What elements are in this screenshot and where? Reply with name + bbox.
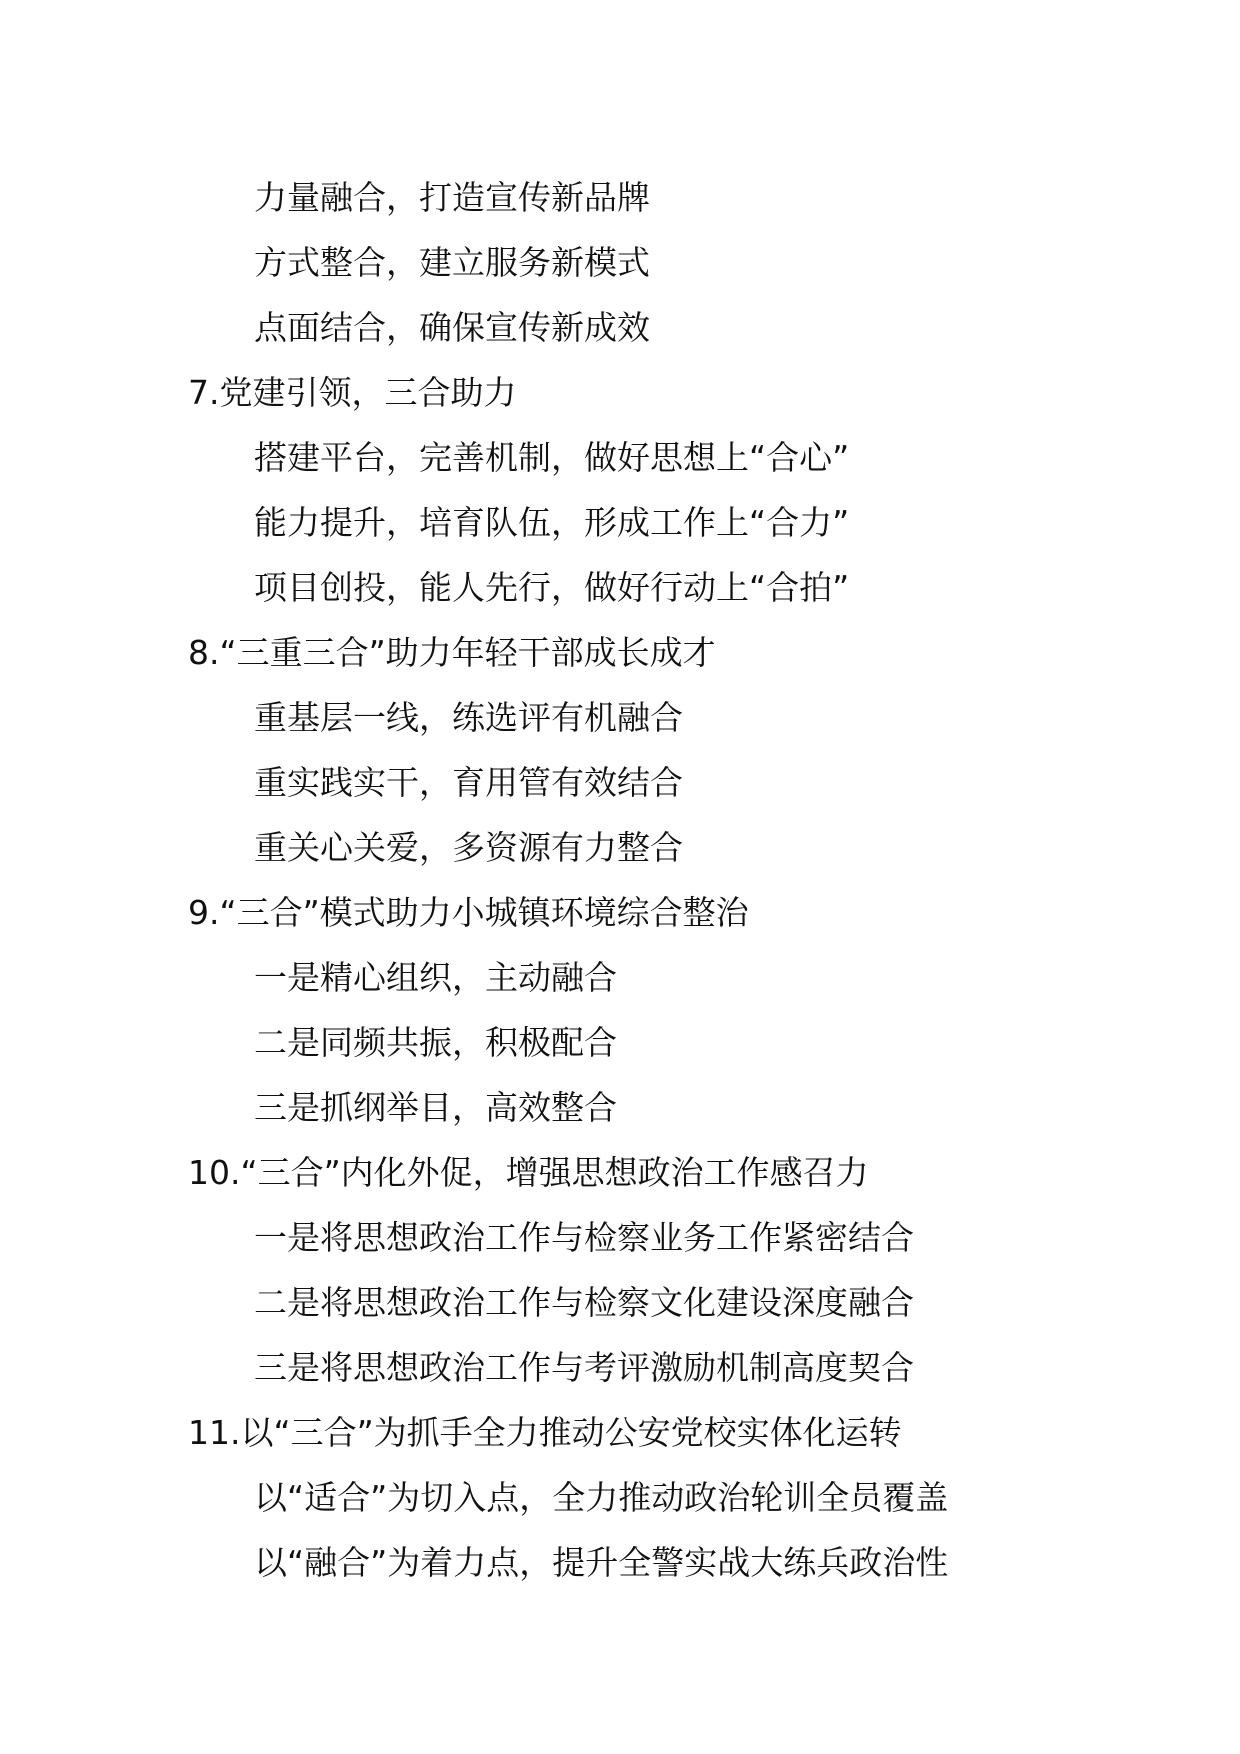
list-item: 以“适合”为切入点，全力推动政治轮训全员覆盖 [254,1478,949,1517]
list-item: 力量融合，打造宣传新品牌 [254,178,650,217]
list-item: 二是同频共振，积极配合 [254,1023,617,1062]
document-body [0,165,1240,1595]
list-item: 二是将思想政治工作与检察文化建设深度融合 [254,1283,914,1322]
list-item: 重实践实干，育用管有效结合 [254,763,683,802]
list-item: 一是精心组织，主动融合 [254,958,617,997]
section-heading: 9.“三合”模式助力小城镇环境综合整治 [188,893,749,932]
list-item: 三是将思想政治工作与考评激励机制高度契合 [254,1348,914,1387]
section-heading: 8.“三重三合”助力年轻干部成长成才 [188,633,716,672]
section-heading: 10.“三合”内化外促，增强思想政治工作感召力 [188,1153,869,1192]
list-item: 一是将思想政治工作与检察业务工作紧密结合 [254,1218,914,1257]
list-item: 项目创投，能人先行，做好行动上“合拍” [254,568,850,607]
list-item: 方式整合，建立服务新模式 [254,243,650,282]
list-item: 三是抓纲举目，高效整合 [254,1088,617,1127]
list-item: 重关心关爱，多资源有力整合 [254,828,683,867]
list-item: 重基层一线，练选评有机融合 [254,698,683,737]
list-item: 搭建平台，完善机制，做好思想上“合心” [254,438,850,477]
section-heading: 11.以“三合”为抓手全力推动公安党校实体化运转 [188,1413,902,1452]
list-item: 能力提升，培育队伍，形成工作上“合力” [254,503,850,542]
section-heading: 7.党建引领，三合助力 [188,373,517,412]
list-item: 点面结合，确保宣传新成效 [254,308,650,347]
list-item: 以“融合”为着力点，提升全警实战大练兵政治性 [254,1543,949,1582]
